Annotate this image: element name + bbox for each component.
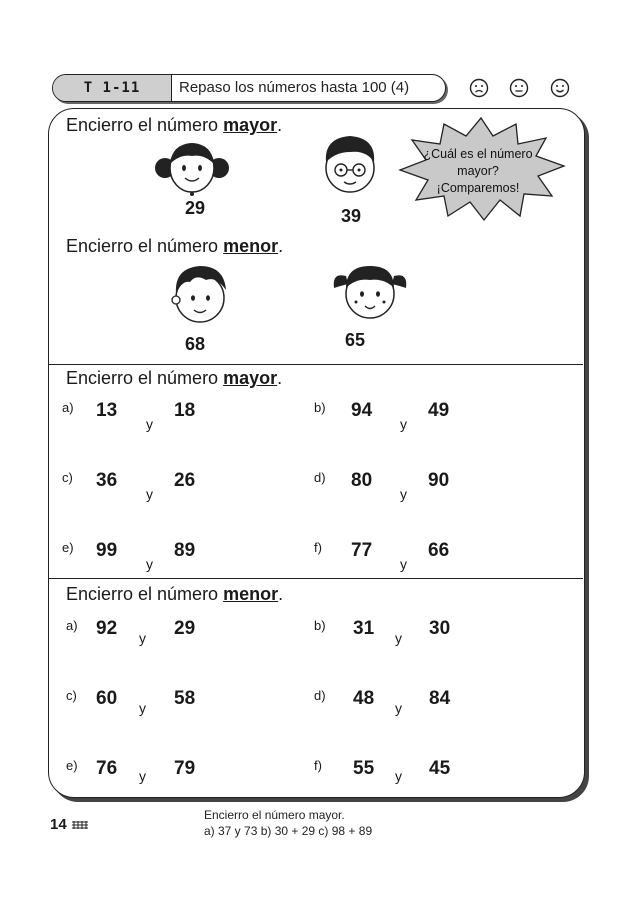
connector: y: [400, 416, 407, 432]
item-label: d): [314, 470, 326, 485]
choice-number[interactable]: 89: [174, 540, 196, 561]
lesson-title: Repaso los números hasta 100 (4): [179, 79, 410, 96]
choice-number[interactable]: 76: [96, 758, 118, 779]
item-label: e): [66, 758, 78, 773]
choice-number[interactable]: 55: [353, 758, 375, 779]
instruction-menor: Encierro el número menor.: [66, 236, 284, 256]
connector: y: [395, 630, 402, 646]
boy-face-illustration[interactable]: [168, 262, 232, 326]
instruction-menor: Encierro el número menor.: [66, 584, 284, 604]
choice-number[interactable]: 29: [174, 618, 196, 639]
choice-number[interactable]: 65: [345, 330, 366, 350]
girl-face-illustration[interactable]: [330, 258, 410, 322]
connector: y: [146, 486, 153, 502]
lesson-code: T 1-11: [53, 75, 172, 101]
item-label: a): [62, 400, 74, 415]
choice-number[interactable]: 99: [96, 540, 118, 561]
choice-number[interactable]: 48: [353, 688, 375, 709]
item-label: b): [314, 618, 326, 633]
connector: y: [139, 768, 146, 784]
choice-number[interactable]: 84: [429, 688, 451, 709]
choice-number[interactable]: 26: [174, 470, 196, 491]
connector: y: [139, 630, 146, 646]
choice-number[interactable]: 30: [429, 618, 451, 639]
choice-number[interactable]: 66: [428, 540, 450, 561]
choice-number[interactable]: 13: [96, 400, 118, 421]
item-label: a): [66, 618, 78, 633]
instruction-mayor: Encierro el número mayor.: [66, 368, 283, 388]
connector: y: [400, 556, 407, 572]
connector: y: [146, 556, 153, 572]
connector: y: [139, 700, 146, 716]
lesson-header: [52, 74, 446, 102]
sad-face-icon[interactable]: [469, 78, 489, 98]
choice-number[interactable]: 29: [185, 198, 206, 218]
section-divider: [49, 578, 583, 579]
connector: y: [395, 700, 402, 716]
connector: y: [146, 416, 153, 432]
star-bubble-text: ¿Cuál es el número mayor? ¡Comparemos!: [423, 147, 533, 195]
choice-number[interactable]: 39: [341, 206, 362, 226]
connector: y: [400, 486, 407, 502]
item-label: d): [314, 688, 326, 703]
item-label: f): [314, 540, 322, 555]
connector: y: [395, 768, 402, 784]
choice-number[interactable]: 94: [351, 400, 373, 421]
choice-number[interactable]: 90: [428, 470, 450, 491]
neutral-face-icon[interactable]: [509, 78, 529, 98]
instruction-mayor: Encierro el número mayor.: [66, 115, 283, 135]
abacus-icon: [71, 820, 89, 830]
choice-number[interactable]: 31: [353, 618, 375, 639]
choice-number[interactable]: 79: [174, 758, 196, 779]
choice-number[interactable]: 49: [428, 400, 450, 421]
choice-number[interactable]: 58: [174, 688, 196, 709]
choice-number[interactable]: 36: [96, 470, 118, 491]
item-label: e): [62, 540, 74, 555]
section-divider: [49, 364, 583, 365]
choice-number[interactable]: 77: [351, 540, 373, 561]
choice-number[interactable]: 92: [96, 618, 118, 639]
footer-exercise-items: a) 37 y 73 b) 30 + 29 c) 98 + 89: [204, 824, 373, 838]
item-label: c): [66, 688, 77, 703]
choice-number[interactable]: 18: [174, 400, 196, 421]
choice-number[interactable]: 68: [185, 334, 206, 354]
choice-number[interactable]: 45: [429, 758, 451, 779]
item-label: f): [314, 758, 322, 773]
item-label: b): [314, 400, 326, 415]
footer-exercise-title: Encierro el número mayor.: [204, 808, 345, 822]
boy-face-illustration[interactable]: [316, 132, 384, 196]
happy-face-icon[interactable]: [550, 78, 570, 98]
choice-number[interactable]: 80: [351, 470, 373, 491]
girl-face-illustration[interactable]: [150, 138, 234, 196]
item-label: c): [62, 470, 73, 485]
choice-number[interactable]: 60: [96, 688, 118, 709]
page-number: 14: [50, 816, 89, 833]
